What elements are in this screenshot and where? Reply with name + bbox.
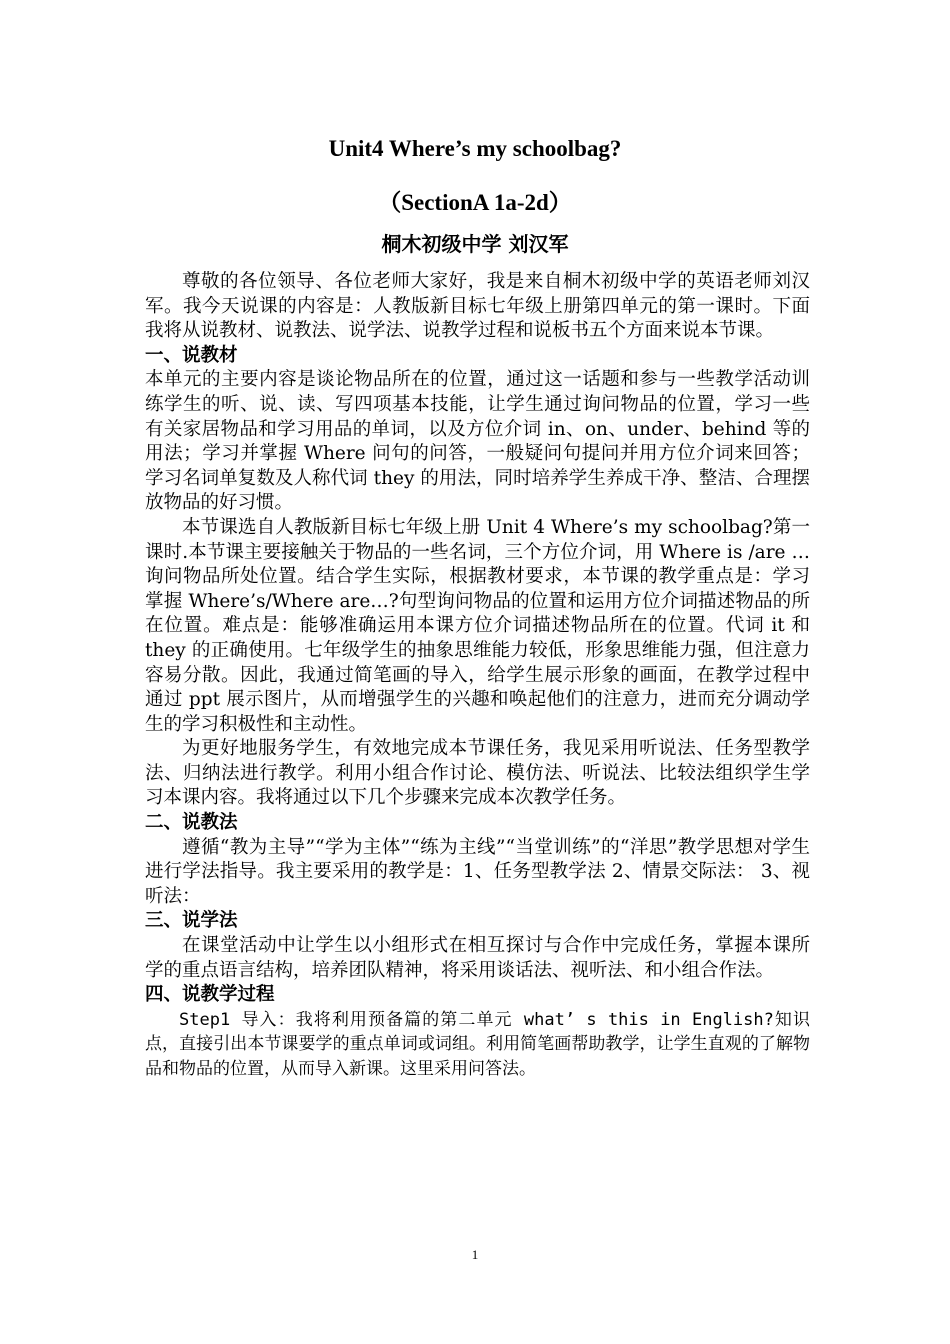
paragraph: 本单元的主要内容是谈论物品所在的位置，通过这一话题和参与一些教学活动训练学生的听、说、读、写四项基本技能，让学生通过询问物品的位置，学习一些有关家居物品和学习用品的单词，以及方位介词 in、on、under、behind 等的用法；学习并掌握 Where 问句的问答，一般疑问句提问并用方位介词来回答；学习名词单复数及人称代词 they 的用法，同时培养学生养成干净、整洁、合理摆放物品的好习惯。 [145, 369, 810, 514]
section-heading-teaching-method: 二、说教法 [145, 812, 238, 834]
document-subtitle: （SectionA 1a-2d） [378, 190, 572, 215]
section-heading-teaching-process: 四、说教学过程 [145, 984, 275, 1006]
section-heading-textbook: 一、说教材 [145, 344, 238, 366]
paragraph: 遵循“教为主导”“学为主体”“练为主线”“当堂训练”的“洋思”教学思想对学生进行学法指导。我主要采用的教学是：1、任务型教学法 2、情景交际法： 3、视听法： [145, 836, 810, 907]
section-heading-learning-method: 三、说学法 [145, 910, 238, 932]
document-title: Unit4 Where’s my schoolbag? [328, 136, 622, 161]
paragraph: 在课堂活动中让学生以小组形式在相互探讨与合作中完成任务，掌握本课所学的重点语言结构，培养团队精神，将采用谈话法、视听法、和小组合作法。 [145, 935, 810, 981]
paragraph: Step1 导入：我将利用预备篇的第二单元 what’ s this in English?知识点，直接引出本节课要学的重点单词或词组。利用简笔画帮助教学，让学生直观的了解物品和物品的位置，从而导入新课。这里采用问答法。 [145, 1009, 810, 1079]
paragraph: 本节课选自人教版新目标七年级上册 Unit 4 Where’s my schoolbag?第一课时.本节课主要接触关于物品的一些名词，三个方位介词，用 Where is /are …询问物品所处位置。结合学生实际，根据教材要求，本节课的教学重点是：学习掌握 Where’s/Where are…?句型询问物品的位置和运用方位介词描述物品的所在位置。难点是：能够准确运用本课方位介词描述物品所在的位置。代词 it 和 they 的正确使用。七年级学生的抽象思维能力较低，形象思维能力强，但注意力容易分散。因此，我通过简笔画的导入，给学生展示形象的画面，在教学过程中通过 ppt 展示图片，从而增强学生的兴趣和唤起他们的注意力，进而充分调动学生的学习积极性和主动性。 [145, 516, 810, 735]
paragraph: 为更好地服务学生，有效地完成本节课任务，我见采用听说法、任务型教学法、归纳法进行教学。利用小组合作讨论、模仿法、听说法、比较法组织学生学习本课内容。我将通过以下几个步骤来完成本次教学任务。 [145, 738, 810, 809]
intro-paragraph: 尊敬的各位领导、各位老师大家好，我是来自桐木初级中学的英语老师刘汉军。我今天说课的内容是：人教版新目标七年级上册第四单元的第一课时。下面我将从说教材、说教法、说学法、说教学过程和说板书五个方面来说本节课。 [145, 271, 810, 342]
page-number: 1 [471, 1247, 479, 1262]
author-line: 桐木初级中学 刘汉军 [381, 232, 569, 256]
document-body [145, 270, 810, 1082]
